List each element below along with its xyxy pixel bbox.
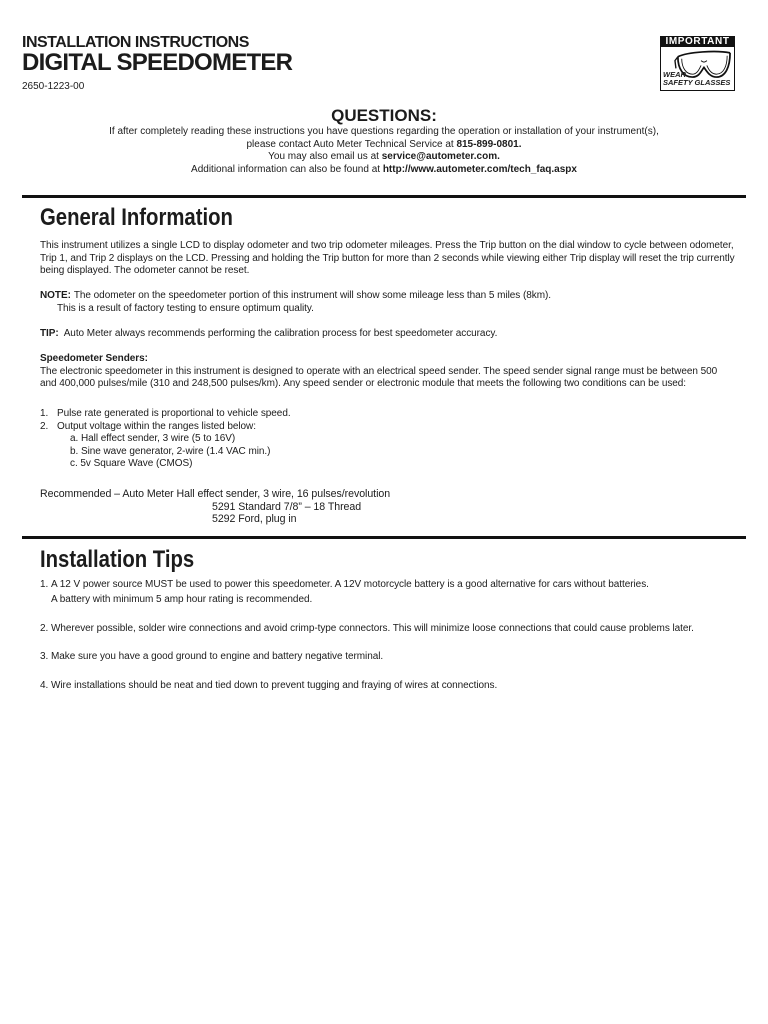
- questions-line: [0, 164, 768, 177]
- tech-faq-link[interactable]: http://www.autometer.com/tech_faq.aspx: [382, 164, 577, 176]
- tip-line: A battery with minimum 5 amp hour rating is recommended.: [51, 594, 313, 605]
- questions-line-text: You may also email us at: [268, 151, 382, 163]
- questions-line-text: Additional information can also be found at: [191, 164, 383, 176]
- recommended-senders: [40, 488, 390, 526]
- installation-tip: [40, 577, 649, 607]
- tip-number: 2.: [40, 623, 49, 634]
- general-intro-paragraph: [40, 240, 735, 278]
- tip-label: TIP:: [40, 328, 59, 339]
- questions-line: [0, 151, 768, 164]
- document-title: DIGITAL SPEEDOMETER: [22, 49, 293, 76]
- recommended-line: Recommended – Auto Meter Hall effect sender, 3 wire, 16 pulses/revolution: [40, 488, 391, 500]
- paragraph-line: This instrument utilizes a single LCD to display odometer and two trip odometer mileages. Press the Trip button on the dial window to cycle between odometer,: [40, 240, 734, 251]
- note-line: This is a result of factory testing to ensure optimum quality.: [57, 302, 314, 314]
- tip-line: [40, 678, 497, 693]
- questions-heading: QUESTIONS:: [331, 106, 437, 125]
- tip-line: [40, 649, 383, 664]
- tip-paragraph: [40, 328, 497, 341]
- paragraph-line: The electronic speedometer in this instrument is designed to operate with an electrical speed sender. The speed sender signal range must be between 500: [40, 365, 718, 377]
- tip-text: Wherever possible, solder wire connections and avoid crimp-type connectors. This will minimize loose connections that could cause problems later.: [51, 623, 694, 634]
- general-information-heading: General Information: [40, 204, 233, 231]
- badge-important-label: IMPORTANT: [661, 37, 734, 47]
- tip-number: 3.: [40, 651, 49, 662]
- badge-wear-text: WEAR: [663, 70, 686, 79]
- questions-line: If after completely reading these instructions you have questions regarding the operation or installation of your instrument(s),: [109, 126, 659, 137]
- recommended-part: 5291 Standard 7/8” – 18 Thread: [212, 500, 362, 513]
- list-item: [40, 421, 291, 434]
- paragraph-line: and 400,000 pulses/mile (310 and 248,500 pulses/km). Any speed sender or electronic module that meets the following two conditions can be used:: [40, 378, 687, 390]
- note-line: [40, 290, 551, 303]
- tip-text: Auto Meter always recommends performing the calibration process for best speedometer accuracy.: [63, 328, 498, 339]
- list-item-number: 1.: [40, 408, 49, 419]
- tip-line: [40, 577, 649, 592]
- part-number: 2650-1223-00: [22, 81, 85, 92]
- note-label: NOTE:: [40, 290, 71, 301]
- tip-number: 1.: [40, 579, 49, 590]
- sub-list-item: c. 5v Square Wave (CMOS): [70, 458, 193, 469]
- questions-line: [0, 139, 768, 152]
- recommended-part: 5292 Ford, plug in: [212, 513, 297, 526]
- note-paragraph: [40, 290, 551, 315]
- paragraph-line: being displayed. The odometer cannot be reset.: [40, 265, 250, 277]
- speedometer-senders-heading-text: Speedometer Senders:: [40, 353, 148, 364]
- tip-line: [40, 621, 694, 636]
- paragraph-line: Trip 1, and Trip 2 displays on the LCD. Pressing and holding the Trip button for more than 2 seconds while viewing either Trip display will reset the trip currently: [40, 252, 735, 264]
- speedometer-senders-section: [40, 353, 717, 391]
- safety-glasses-badge: [660, 36, 735, 91]
- badge-safety-glasses-text: SAFETY GLASSES: [663, 78, 731, 87]
- note-text: The odometer on the speedometer portion of this instrument will show some mileage less than 5 miles (8km).: [73, 290, 552, 301]
- list-item-text: Output voltage within the ranges listed below:: [57, 420, 256, 432]
- document-kicker: INSTALLATION INSTRUCTIONS: [22, 34, 249, 51]
- tip-text: A 12 V power source MUST be used to power this speedometer. A 12V motorcycle battery is a good alternative for cars without batteries.: [51, 579, 649, 590]
- list-item-text: Pulse rate generated is proportional to vehicle speed.: [57, 408, 291, 419]
- questions-line-text: please contact Auto Meter Technical Service at: [246, 138, 457, 150]
- tip-number: 4.: [40, 680, 49, 691]
- installation-tip: [40, 649, 383, 664]
- section-divider: [22, 536, 746, 539]
- installation-tip: [40, 678, 497, 693]
- section-divider: [22, 195, 746, 198]
- speedometer-senders-heading: [40, 353, 717, 366]
- list-item: [40, 408, 291, 421]
- tip-text: Wire installations should be neat and tied down to prevent tugging and fraying of wires at connections.: [51, 680, 498, 691]
- sender-conditions-list: [40, 408, 291, 471]
- installation-tips-heading: Installation Tips: [40, 546, 195, 573]
- sub-list-item: b. Sine wave generator, 2-wire (1.4 VAC min.): [70, 445, 271, 457]
- sub-list-item: a. Hall effect sender, 3 wire (5 to 16V): [70, 433, 236, 444]
- questions-contact-block: [0, 126, 768, 177]
- installation-tip: [40, 621, 694, 636]
- tip-text: Make sure you have a good ground to engine and battery negative terminal.: [51, 651, 384, 662]
- support-email-link[interactable]: service@autometer.com.: [381, 151, 500, 163]
- support-phone-number: 815-899-0801.: [456, 138, 522, 150]
- list-item-number: 2.: [40, 420, 49, 432]
